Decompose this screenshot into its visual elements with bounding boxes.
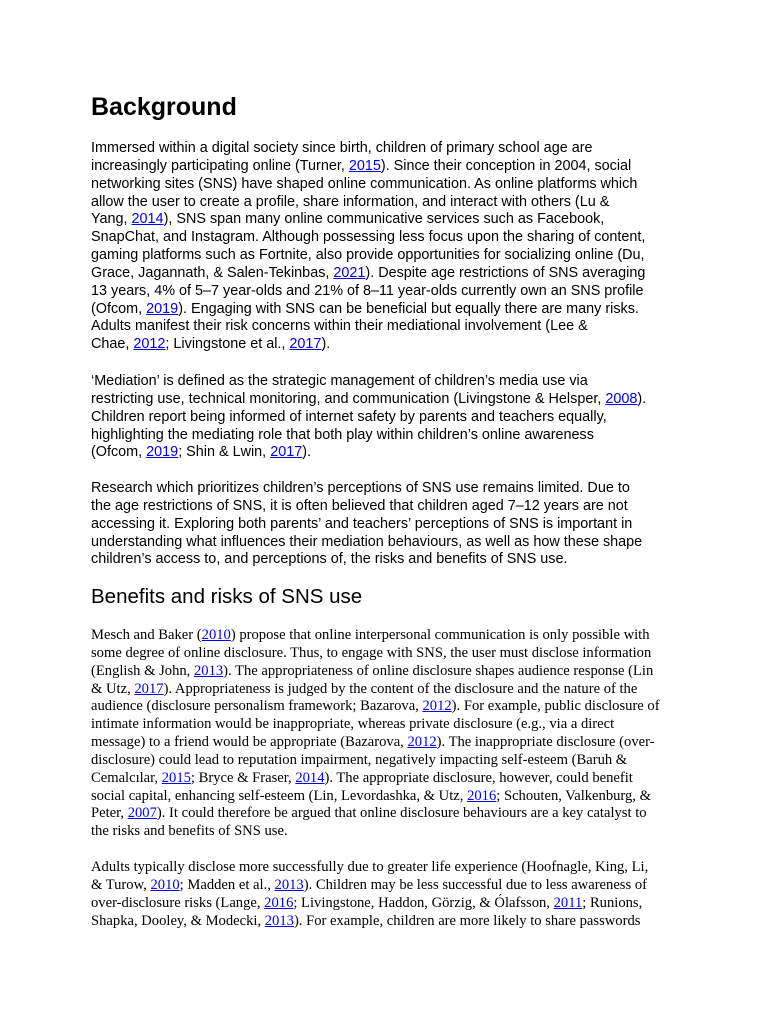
- citation-year-link[interactable]: 2017: [289, 336, 322, 353]
- section-heading-benefits-risks: Benefits and risks of SNS use: [91, 585, 363, 608]
- text-segment: some degree of online disclosure. Thus, to engage with SNS, the user must disclose information: [91, 644, 652, 661]
- text-segment: (Ofcom,: [91, 300, 147, 317]
- text-segment: & Turow,: [91, 876, 151, 893]
- text-segment: Cemalcılar,: [91, 769, 162, 786]
- text-segment: the risks and benefits of SNS use.: [91, 823, 288, 840]
- paragraph: [91, 627, 660, 841]
- text-line: [91, 391, 646, 409]
- text-segment: Peter,: [91, 805, 128, 822]
- text-segment: the age restrictions of SNS, it is often believed that children aged 7–12 years are not: [91, 497, 628, 514]
- text-segment: ; Runions,: [582, 894, 643, 911]
- section-heading-background: Background: [91, 93, 237, 121]
- text-segment: ; Shin & Lwin,: [178, 444, 271, 461]
- text-line: [91, 427, 646, 445]
- text-line: [91, 681, 660, 699]
- text-segment: gaming platforms such as Fortnite, also provide opportunities for socializing online (Du,: [91, 247, 645, 264]
- text-segment: ). Children may be less successful due to less awareness of: [303, 876, 647, 893]
- text-segment: allow the user to create a profile, share information, and interact with others (Lu &: [91, 193, 610, 210]
- citation-year-link[interactable]: 2016: [467, 787, 497, 804]
- text-segment: social capital, enhancing self-esteem (Lin, Levordashka, & Utz,: [91, 787, 468, 804]
- text-segment: 13 years, 4% of 5–7 year-olds and 21% of 8–11 year-olds currently own an SNS profile: [91, 282, 644, 299]
- citation-year-link[interactable]: 2015: [348, 157, 381, 174]
- text-line: [91, 265, 645, 283]
- paragraph: [91, 140, 645, 354]
- text-line: [91, 301, 645, 319]
- text-segment: ).: [637, 390, 647, 407]
- text-segment: ) propose that online interpersonal communication is only possible with: [230, 627, 650, 643]
- citation-year-link[interactable]: 2010: [150, 876, 180, 893]
- text-segment: ; Madden et al.,: [179, 876, 275, 893]
- text-segment: Grace, Jagannath, & Salen-Tekinbas,: [91, 264, 334, 281]
- text-line: [91, 716, 660, 734]
- text-segment: ). Despite age restrictions of SNS averaging: [365, 264, 646, 281]
- text-segment: disclosure) could lead to reputation impairment, negatively impacting self-esteem (Baruh &: [91, 751, 628, 768]
- citation-year-link[interactable]: 2013: [264, 912, 294, 929]
- citation-year-link[interactable]: 2008: [605, 390, 638, 407]
- text-segment: understanding what influences their mediation behaviours, as well as how these shape: [91, 533, 643, 550]
- text-line: [91, 734, 660, 752]
- text-line: [91, 140, 645, 158]
- text-line: [91, 698, 660, 716]
- text-segment: over-disclosure risks (Lange,: [91, 894, 265, 911]
- text-line: [91, 194, 645, 212]
- text-segment: ; Livingstone, Haddon, Görzig, & Ólafsson,: [293, 894, 554, 911]
- text-segment: audience (disclosure personalism framework; Bazarova,: [91, 698, 423, 715]
- text-segment: ).: [302, 444, 311, 461]
- text-line: [91, 516, 642, 534]
- citation-year-link[interactable]: 2012: [422, 698, 452, 715]
- text-segment: restricting use, technical monitoring, and communication (Livingstone & Helsper,: [91, 390, 606, 407]
- text-line: [91, 752, 660, 770]
- text-line: [91, 211, 645, 229]
- text-segment: ; Schouten, Valkenburg, &: [496, 787, 651, 804]
- text-segment: & Utz,: [91, 680, 135, 697]
- text-segment: message) to a friend would be appropriate (Bazarova,: [91, 734, 408, 751]
- text-segment: Adults typically disclose more successfully due to greater life experience (Hoofnagle, King, Li,: [91, 859, 649, 875]
- text-segment: Yang,: [91, 211, 132, 228]
- text-segment: ‘Mediation’ is defined as the strategic management of children’s media use via: [91, 373, 588, 389]
- text-segment: ). Appropriateness is judged by the content of the disclosure and the nature of the: [163, 680, 638, 697]
- text-segment: ). For example, public disclosure of: [451, 698, 660, 715]
- text-line: [91, 480, 642, 498]
- text-segment: SnapChat, and Instagram. Although possessing less focus upon the sharing of content,: [91, 229, 646, 246]
- text-segment: Immersed within a digital society since birth, children of primary school age are: [91, 140, 593, 156]
- citation-year-link[interactable]: 2007: [127, 805, 157, 822]
- text-line: [91, 283, 645, 301]
- citation-year-link[interactable]: 2015: [161, 769, 191, 786]
- paragraph: [91, 480, 642, 569]
- text-segment: ). The inappropriate disclosure (over-: [436, 734, 655, 751]
- text-line: [91, 770, 660, 788]
- text-line: [91, 247, 645, 265]
- text-segment: ). The appropriateness of online disclosure shapes audience response (Lin: [223, 662, 654, 679]
- text-segment: ). For example, children are more likely to share passwords: [293, 912, 641, 929]
- text-segment: accessing it. Exploring both parents’ and teachers’ perceptions of SNS is important in: [91, 515, 633, 532]
- text-line: [91, 336, 645, 354]
- text-segment: ; Livingstone et al.,: [165, 336, 290, 353]
- text-line: [91, 859, 648, 877]
- text-segment: Chae,: [91, 336, 134, 353]
- text-segment: ). The appropriate disclosure, however, could benefit: [324, 769, 633, 786]
- paragraph: [91, 373, 646, 462]
- text-line: [91, 663, 660, 681]
- citation-year-link[interactable]: 2021: [333, 264, 366, 281]
- text-segment: ; Bryce & Fraser,: [190, 769, 296, 786]
- text-segment: Mesch and Baker (: [91, 627, 202, 643]
- text-line: [91, 805, 660, 823]
- text-segment: intimate information would be inappropriate, whereas private disclosure (e.g., via a direct: [91, 716, 615, 733]
- text-line: [91, 895, 648, 913]
- text-segment: highlighting the mediating role that both play within children’s online awareness: [91, 426, 594, 443]
- text-line: [91, 645, 660, 663]
- text-segment: ). It could therefore be argued that online disclosure behaviours are a key catalyst to: [156, 805, 647, 822]
- text-segment: networking sites (SNS) have shaped online communication. As online platforms which: [91, 175, 638, 192]
- text-line: [91, 373, 646, 391]
- text-segment: Shapka, Dooley, & Modecki,: [91, 912, 265, 929]
- citation-year-link[interactable]: 2019: [146, 300, 179, 317]
- text-segment: Research which prioritizes children’s perceptions of SNS use remains limited. Due to: [91, 480, 630, 496]
- text-segment: ). Engaging with SNS can be beneficial but equally there are many risks.: [178, 300, 639, 317]
- text-line: [91, 498, 642, 516]
- text-segment: ).: [321, 336, 331, 353]
- text-line: [91, 409, 646, 427]
- text-line: [91, 823, 660, 841]
- text-line: [91, 176, 645, 194]
- text-segment: ). Since their conception in 2004, social: [380, 157, 632, 174]
- text-segment: children’s access to, and perceptions of, the risks and benefits of SNS use.: [91, 551, 568, 568]
- citation-year-link[interactable]: 2014: [295, 769, 325, 786]
- citation-year-link[interactable]: 2012: [407, 734, 437, 751]
- text-line: [91, 444, 646, 462]
- citation-year-link[interactable]: 2012: [133, 336, 166, 353]
- text-line: [91, 534, 642, 552]
- citation-year-link[interactable]: 2013: [274, 876, 304, 893]
- text-segment: (Ofcom,: [91, 444, 147, 461]
- text-line: [91, 551, 642, 569]
- text-segment: ), SNS span many online communicative services such as Facebook,: [163, 211, 605, 228]
- citation-year-link[interactable]: 2014: [131, 211, 164, 228]
- text-line: [91, 627, 660, 645]
- paragraph: [91, 859, 648, 930]
- text-line: [91, 229, 645, 247]
- citation-year-link[interactable]: 2019: [146, 444, 179, 461]
- citation-year-link[interactable]: 2011: [553, 894, 583, 911]
- text-segment: increasingly participating online (Turner,: [91, 157, 349, 174]
- citation-year-link[interactable]: 2017: [134, 680, 164, 697]
- text-line: [91, 913, 648, 931]
- citation-year-link[interactable]: 2010: [201, 627, 231, 643]
- text-line: [91, 788, 660, 806]
- citation-year-link[interactable]: 2016: [264, 894, 294, 911]
- citation-year-link[interactable]: 2017: [270, 444, 303, 461]
- text-line: [91, 318, 645, 336]
- text-segment: Children report being informed of internet safety by parents and teachers equally,: [91, 408, 607, 425]
- text-segment: (English & John,: [91, 662, 194, 679]
- text-line: [91, 877, 648, 895]
- citation-year-link[interactable]: 2013: [193, 662, 224, 679]
- text-segment: Adults manifest their risk concerns within their mediational involvement (Lee &: [91, 318, 588, 335]
- text-line: [91, 158, 645, 176]
